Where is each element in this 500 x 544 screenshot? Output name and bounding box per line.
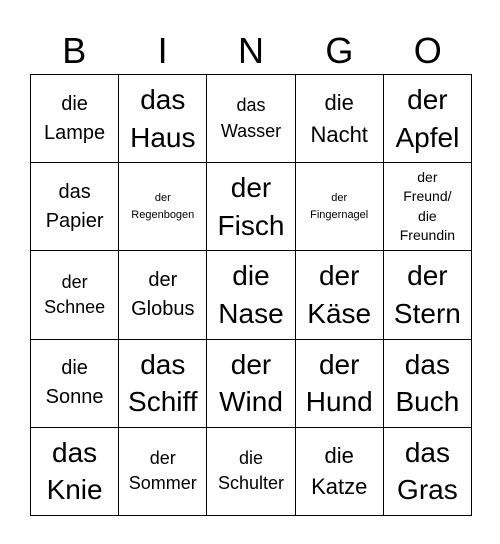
bingo-cell-r2-c4[interactable]: der Fingernagel: [296, 163, 384, 251]
header-letter-n: N: [237, 30, 264, 71]
bingo-cell-r3-c5[interactable]: der Stern: [384, 251, 472, 339]
bingo-cell-r5-c4[interactable]: die Katze: [296, 428, 384, 516]
bingo-cell-r4-c3[interactable]: der Wind: [207, 340, 295, 428]
header-letter-b: B: [62, 30, 87, 71]
bingo-cell-r4-c2[interactable]: das Schiff: [119, 340, 207, 428]
bingo-cell-r2-c2[interactable]: der Regenbogen: [119, 163, 207, 251]
header-letter-i: I: [157, 30, 168, 71]
bingo-cell-r2-c3[interactable]: der Fisch: [207, 163, 295, 251]
header-letter-g: G: [325, 30, 354, 71]
bingo-cell-r3-c3[interactable]: die Nase: [207, 251, 295, 339]
bingo-cell-r5-c1[interactable]: das Knie: [31, 428, 119, 516]
bingo-cell-r5-c2[interactable]: der Sommer: [119, 428, 207, 516]
bingo-cell-r4-c4[interactable]: der Hund: [296, 340, 384, 428]
bingo-cell-r2-c1[interactable]: das Papier: [31, 163, 119, 251]
bingo-cell-r2-c5[interactable]: der Freund/ die Freundin: [384, 163, 472, 251]
bingo-board: [30, 74, 472, 516]
bingo-cell-r5-c3[interactable]: die Schulter: [207, 428, 295, 516]
bingo-cell-r4-c1[interactable]: die Sonne: [31, 340, 119, 428]
bingo-cell-r1-c3[interactable]: das Wasser: [207, 75, 295, 163]
bingo-cell-r1-c1[interactable]: die Lampe: [31, 75, 119, 163]
bingo-cell-r3-c1[interactable]: der Schnee: [31, 251, 119, 339]
bingo-cell-r3-c4[interactable]: der Käse: [296, 251, 384, 339]
bingo-cell-r1-c2[interactable]: das Haus: [119, 75, 207, 163]
header-letter-o: O: [413, 30, 442, 71]
bingo-cell-r5-c5[interactable]: das Gras: [384, 428, 472, 516]
bingo-cell-r1-c5[interactable]: der Apfel: [384, 75, 472, 163]
bingo-cell-r4-c5[interactable]: das Buch: [384, 340, 472, 428]
bingo-cell-r3-c2[interactable]: der Globus: [119, 251, 207, 339]
bingo-header: [30, 28, 472, 74]
bingo-cell-r1-c4[interactable]: die Nacht: [296, 75, 384, 163]
